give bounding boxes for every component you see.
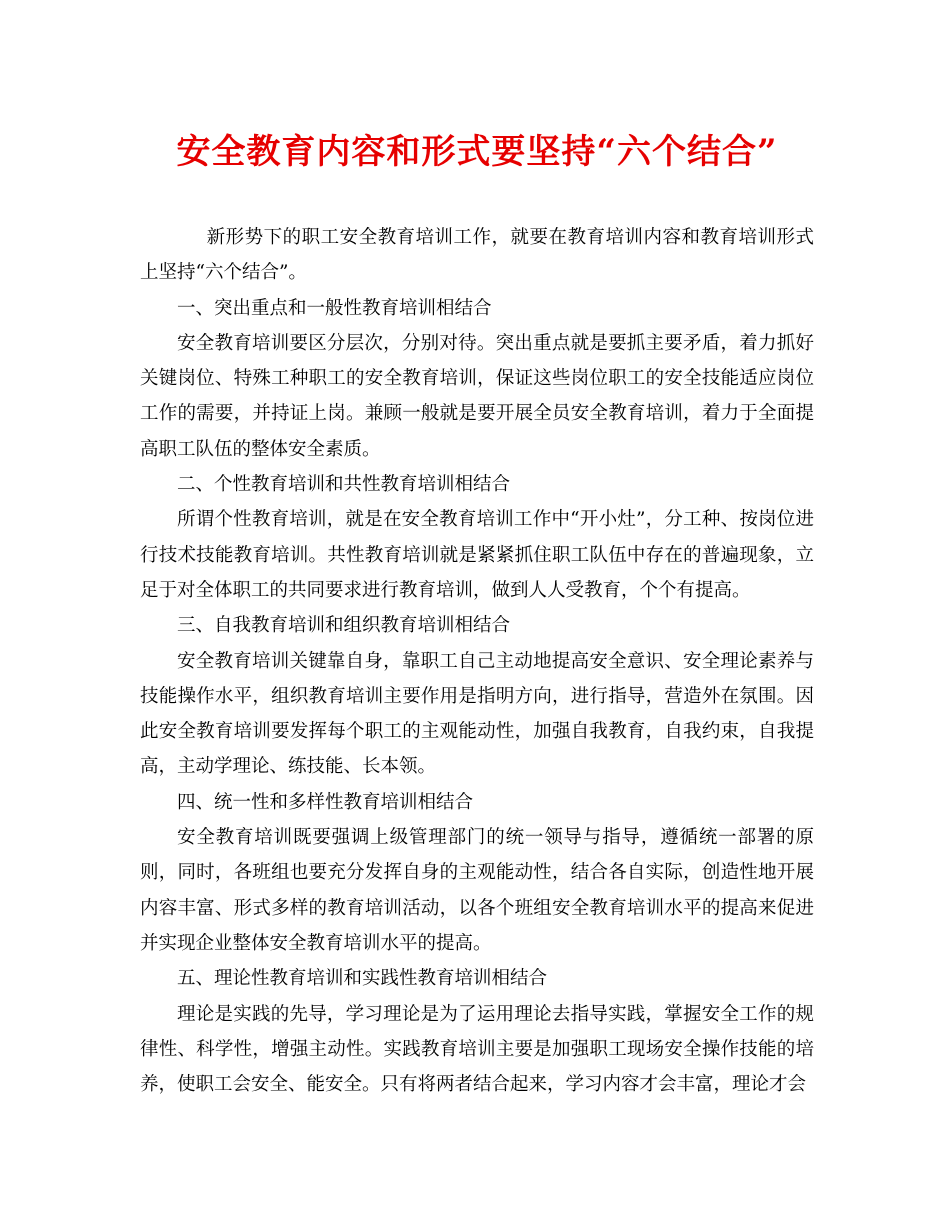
document-body (140, 220, 814, 1102)
section-body-2: 所谓个性教育培训，就是在安全教育培训工作中“开小灶”，分工种、按岗位进行技术技能教育培训。共性教育培训就是紧紧抓住职工队伍中存在的普遍现象，立足于对全体职工的共同要求进行教育培训，做到人人受教育，个个有提高。 (140, 509, 814, 601)
section-heading-3: 三、自我教育培训和组织教育培训相结合 (177, 615, 511, 637)
section-body-4: 安全教育培训既要强调上级管理部门的统一领导与指导，遵循统一部署的原则，同时，各班组也要充分发挥自身的主观能动性，结合各自实际，创造性地开展内容丰富、形式多样的教育培训活动，以各个班组安全教育培训水平的提高来促进并实现企业整体安全教育培训水平的提高。 (140, 827, 814, 954)
document-title: 安全教育内容和形式要坚持“六个结合” (176, 132, 778, 172)
section-heading-1: 一、突出重点和一般性教育培训相结合 (177, 297, 492, 319)
section-heading-4: 四、统一性和多样性教育培训相结合 (177, 791, 474, 813)
intro-paragraph: 新形势下的职工安全教育培训工作，就要在教育培训内容和教育培训形式上坚持“六个结合”。 (140, 227, 814, 284)
section-body-1: 安全教育培训要区分层次，分别对待。突出重点就是要抓主要矛盾，着力抓好关键岗位、特殊工种职工的安全教育培训，保证这些岗位职工的安全技能适应岗位工作的需要，并持证上岗。兼顾一般就是要开展全员安全教育培训，着力于全面提高职工队伍的整体安全素质。 (140, 332, 814, 460)
section-heading-5: 五、理论性教育培训和实践性教育培训相结合 (177, 968, 548, 990)
section-heading-2: 二、个性教育培训和共性教育培训相结合 (177, 474, 511, 496)
section-body-5: 理论是实践的先导，学习理论是为了运用理论去指导实践，掌握安全工作的规律性、科学性，增强主动性。实践教育培训主要是加强职工现场安全操作技能的培养，使职工会安全、能安全。只有将两者结合起来，学习内容才会丰富，理论才会 (140, 1003, 814, 1096)
section-body-3: 安全教育培训关键靠自身，靠职工自己主动地提高安全意识、安全理论素养与技能操作水平，组织教育培训主要作用是指明方向，进行指导，营造外在氛围。因此安全教育培训要发挥每个职工的主观能动性，加强自我教育，自我约束，自我提高，主动学理论、练技能、长本领。 (140, 650, 814, 778)
